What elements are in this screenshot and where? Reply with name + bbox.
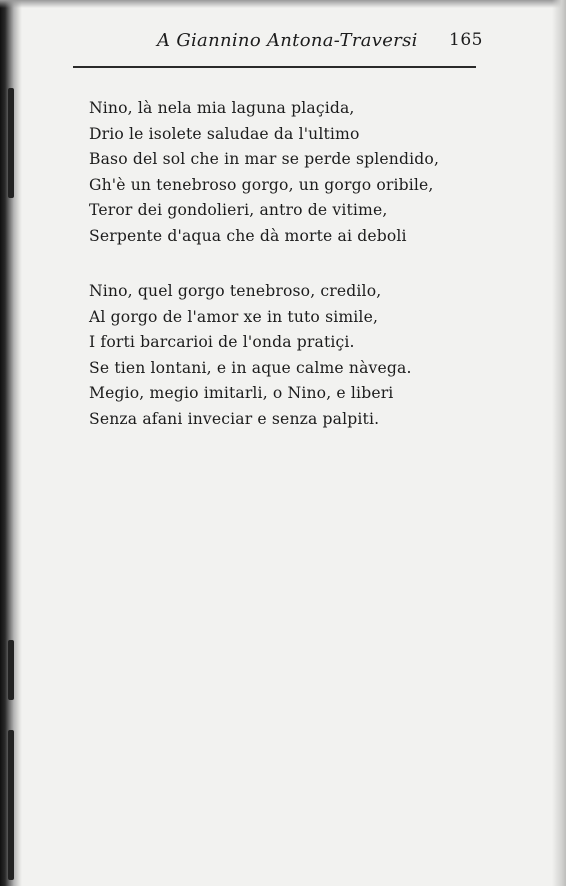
binding-mark (8, 640, 14, 700)
poem-stanza (89, 96, 489, 250)
running-title: A Giannino Antona-Traversi (157, 30, 418, 51)
poem-line: Se tien lontani, e in aque calme nàvega. (89, 358, 412, 377)
poem-line: Teror dei gondolieri, antro de vitime, (89, 201, 388, 220)
poem-stanza (89, 279, 489, 433)
poem-line: Drio le isolete saludae da l'ultimo (89, 124, 360, 143)
poem-line: Nino, là nela mia laguna plaçida, (89, 99, 355, 117)
running-head (75, 30, 483, 56)
header-rule (73, 66, 476, 68)
page-top-shadow (0, 0, 566, 8)
poem-line: Baso del sol che in mar se perde splendido, (89, 150, 440, 169)
binding-mark (8, 88, 14, 198)
poem-line: Al gorgo de l'amor xe in tuto simile, (89, 307, 379, 326)
poem-line: Megio, megio imitarli, o Nino, e liberi (89, 384, 394, 403)
poem-line: Senza afani inveciar e senza palpiti. (89, 409, 380, 428)
poem-line: Gh'è un tenebroso gorgo, un gorgo oribile, (89, 175, 434, 194)
poem-line: Nino, quel gorgo tenebroso, credilo, (89, 282, 382, 300)
poem-line: Serpente d'aqua che dà morte ai deboli (89, 226, 407, 245)
page-number: 165 (449, 30, 483, 50)
page-right-edge (552, 0, 566, 886)
poem-line: I forti barcarioi de l'onda pratiçi. (89, 333, 355, 352)
binding-mark (8, 730, 14, 880)
